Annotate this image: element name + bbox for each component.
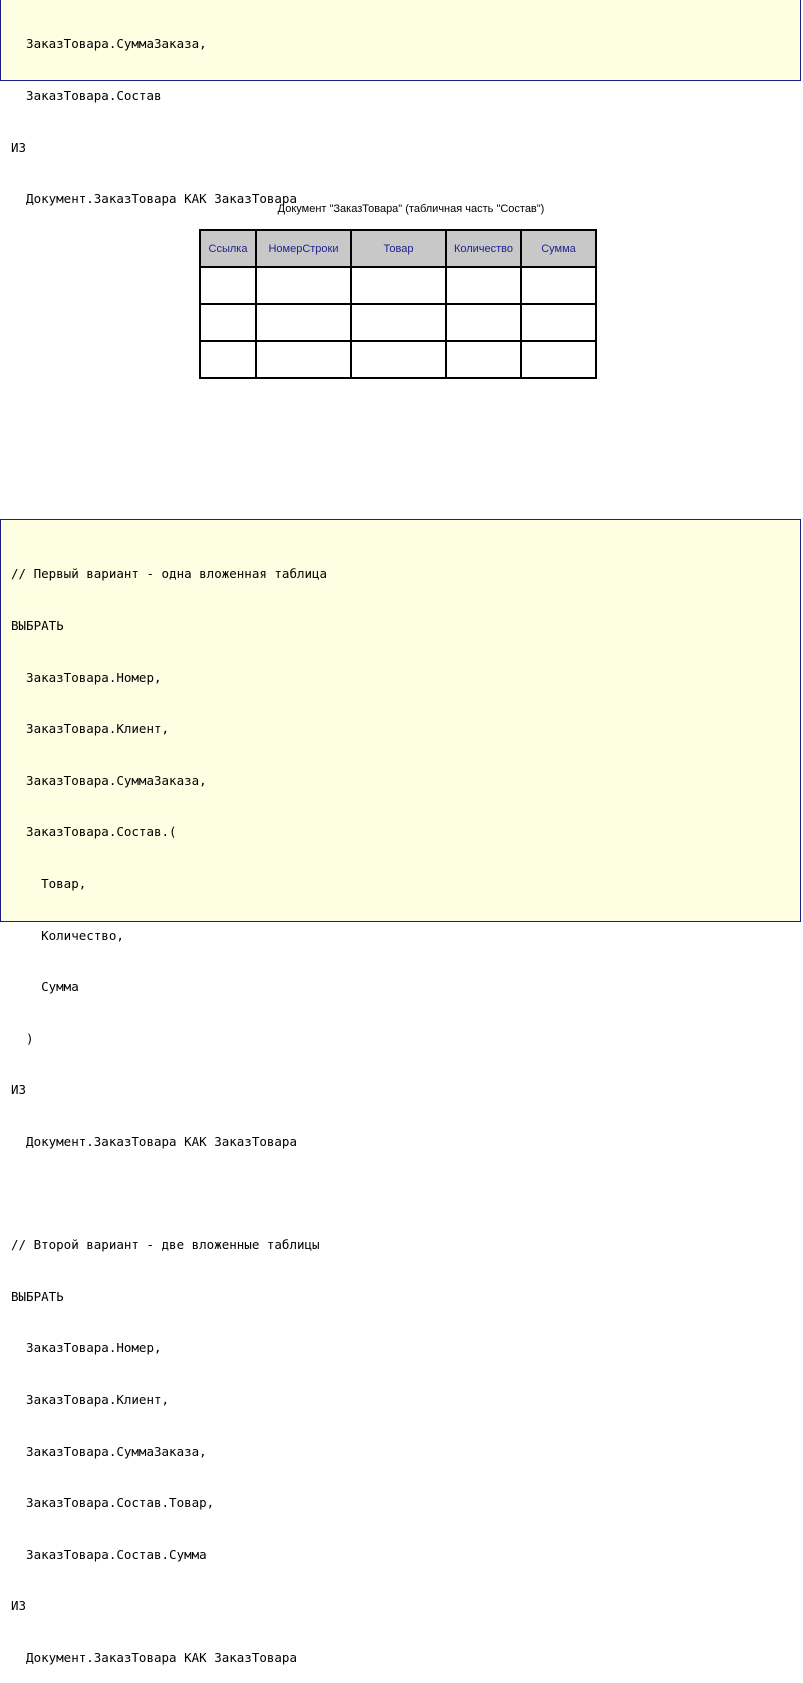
code-line: Документ.ЗаказТовара КАК ЗаказТовара — [11, 1133, 297, 1149]
code-listing-top — [0, 0, 801, 207]
code-line: Товар, — [11, 875, 87, 891]
code-line: ВЫБРАТЬ — [11, 1288, 64, 1304]
code-line: Количество, — [11, 927, 124, 943]
table-cell — [256, 304, 351, 341]
table-row — [200, 267, 596, 304]
code-line: ЗаказТовара.СуммаЗаказа, — [11, 36, 207, 52]
table-cell — [446, 267, 521, 304]
code-line: ЗаказТовара.Состав.Товар, — [11, 1495, 215, 1511]
table-cell — [200, 304, 256, 341]
schema-header-row — [200, 230, 596, 267]
table-cell — [521, 304, 596, 341]
code-line-blank — [11, 1185, 800, 1202]
table-cell — [200, 341, 256, 378]
code-line: ЗаказТовара.Состав.Сумма — [11, 1546, 207, 1562]
code-line: ЗаказТовара.Номер, — [11, 669, 162, 685]
column-header-summa: Сумма — [521, 230, 596, 267]
column-header-ssylka: Ссылка — [200, 230, 256, 267]
code-line: Документ.ЗаказТовара КАК ЗаказТовара — [11, 1649, 297, 1665]
code-line: ЗаказТовара.Клиент, — [11, 1391, 170, 1407]
code-line: ВЫБРАТЬ — [11, 618, 64, 633]
table-cell — [256, 341, 351, 378]
table-cell — [351, 304, 446, 341]
table-cell — [351, 341, 446, 378]
code-line: ЗаказТовара.Состав.( — [11, 824, 177, 840]
code-line: ) — [11, 1030, 34, 1046]
code-line: ЗаказТовара.СуммаЗаказа, — [11, 772, 207, 788]
table-cell — [446, 304, 521, 341]
code-line: ЗаказТовара.Номер, — [11, 1340, 162, 1356]
code-listing-bottom — [0, 519, 801, 1665]
column-header-tovar: Товар — [351, 230, 446, 267]
code-line: ЗаказТовара.Клиент, — [11, 721, 170, 737]
table-row — [200, 341, 596, 378]
code-line: ИЗ — [11, 139, 27, 155]
diagram-caption: Документ "ЗаказТовара" (табличная часть "Состав") — [277, 203, 545, 215]
table-cell — [351, 267, 446, 304]
table-cell — [521, 341, 596, 378]
table-row — [200, 304, 596, 341]
code-line: ИЗ — [11, 1082, 27, 1098]
table-cell — [521, 267, 596, 304]
column-header-nomerstroki: НомерСтроки — [256, 230, 351, 267]
code-comment: // Первый вариант - одна вложенная таблица — [11, 566, 328, 582]
code-comment: // Второй вариант - две вложенные таблицы — [11, 1237, 320, 1253]
column-header-kolichestvo: Количество — [446, 230, 521, 267]
code-line: ЗаказТовара.СуммаЗаказа, — [11, 1443, 207, 1459]
code-line: ЗаказТовара.Состав — [11, 88, 162, 103]
table-schema-diagram — [199, 229, 597, 379]
table-cell — [446, 341, 521, 378]
code-line: ИЗ — [11, 1598, 27, 1614]
code-line: Сумма — [11, 979, 79, 995]
table-cell — [200, 267, 256, 304]
table-cell — [256, 267, 351, 304]
code-line: Документ.ЗаказТовара КАК ЗаказТовара — [11, 191, 297, 207]
